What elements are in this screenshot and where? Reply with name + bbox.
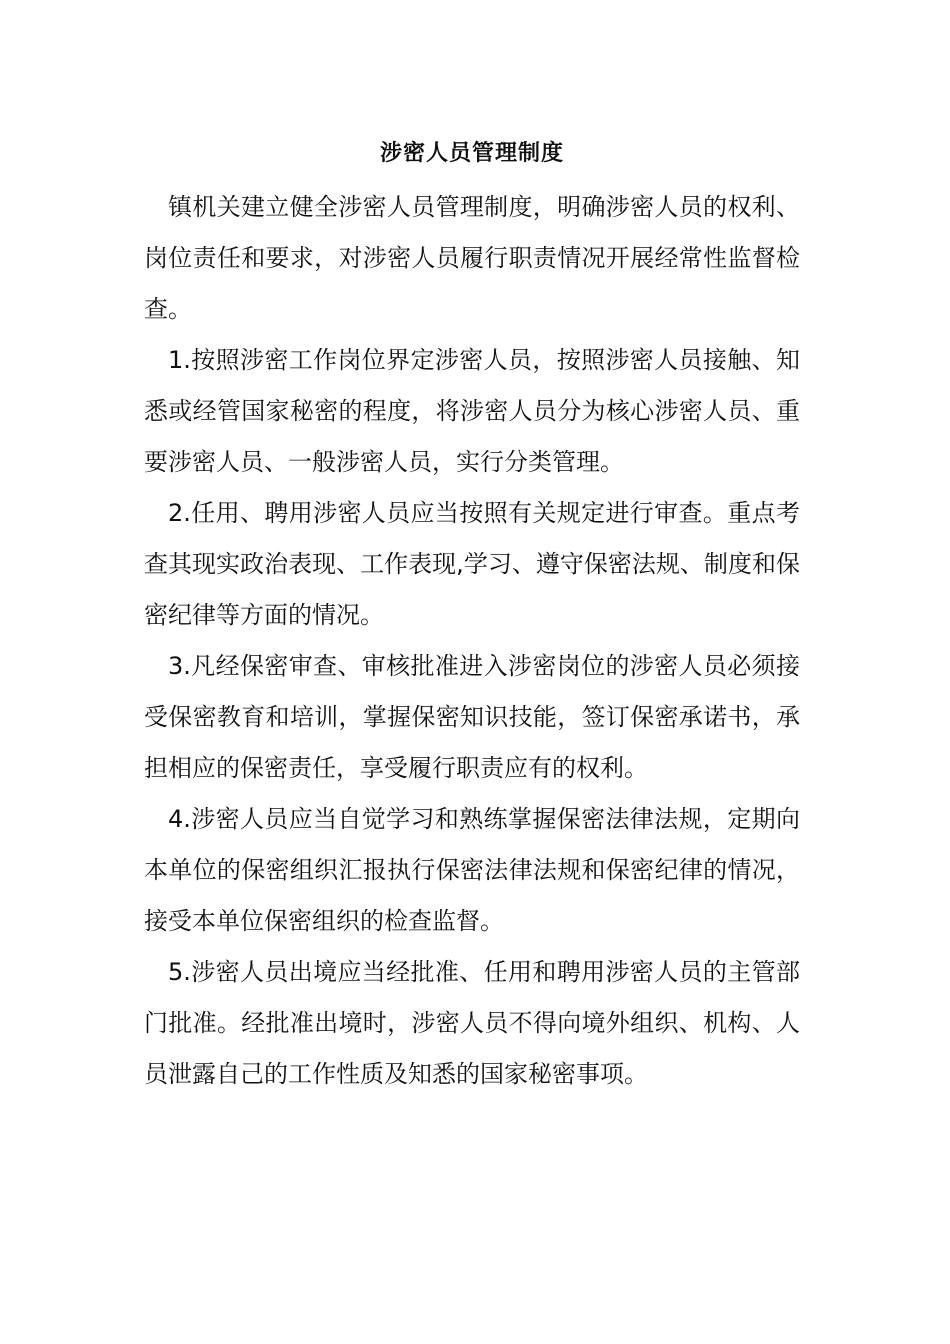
rule-paragraph-1: 1.按照涉密工作岗位界定涉密人员，按照涉密人员接触、知悉或经管国家秘密的程度，将涉密人员分为核心涉密人员、重要涉密人员、一般涉密人员，实行分类管理。 — [144, 346, 800, 476]
rule-paragraph-3: 3.凡经保密审查、审核批准进入涉密岗位的涉密人员必须接受保密教育和培训，掌握保密知识技能，签订保密承诺书，承担相应的保密责任，享受履行职责应有的权利。 — [144, 652, 800, 782]
rule-paragraph-5: 5.涉密人员出境应当经批准、任用和聘用涉密人员的主管部门批准。经批准出境时，涉密人员不得向境外组织、机构、人员泄露自己的工作性质及知悉的国家秘密事项。 — [144, 958, 800, 1088]
rule-paragraph-4: 4.涉密人员应当自觉学习和熟练掌握保密法律法规，定期向本单位的保密组织汇报执行保密法律法规和保密纪律的情况，接受本单位保密组织的检查监督。 — [144, 805, 800, 935]
rule-paragraph-2: 2.任用、聘用涉密人员应当按照有关规定进行审查。重点考查其现实政治表现、工作表现,学习、遵守保密法规、制度和保密纪律等方面的情况。 — [144, 499, 800, 629]
document-body — [144, 130, 800, 1100]
document-title: 涉密人员管理制度 — [379, 141, 564, 166]
intro-paragraph: 镇机关建立健全涉密人员管理制度，明确涉密人员的权利、岗位责任和要求，对涉密人员履行职责情况开展经常性监督检查。 — [144, 193, 800, 323]
